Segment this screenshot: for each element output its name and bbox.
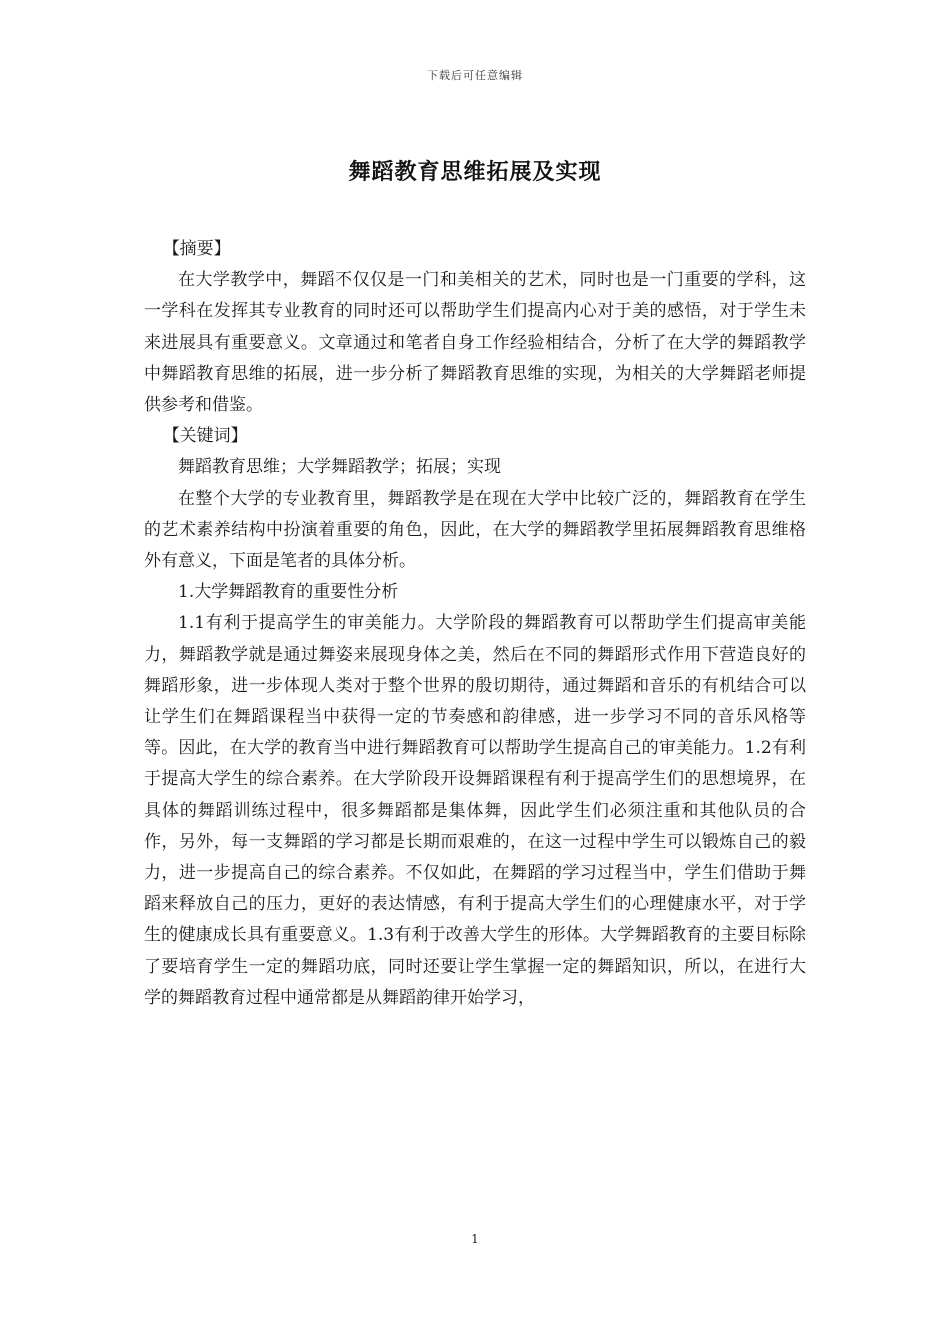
page-header-note: 下载后可任意编辑: [427, 69, 523, 82]
abstract-paragraph: 在大学教学中，舞蹈不仅仅是一门和美相关的艺术，同时也是一门重要的学科，这一学科在发挥其专业教育的同时还可以帮助学生们提高内心对于美的感悟，对于学生未来进展具有重要意义。文章通过和笔者自身工作经验相结合，分析了在大学的舞蹈教学中舞蹈教育思维的拓展，进一步分析了舞蹈教育思维的实现，为相关的大学舞蹈老师提供参考和借鉴。: [144, 270, 806, 416]
keywords-label: 【关键词】: [162, 426, 248, 447]
section-1-heading: 1.大学舞蹈教育的重要性分析: [178, 582, 399, 603]
keywords-paragraph: 舞蹈教育思维；大学舞蹈教学；拓展；实现: [178, 457, 501, 478]
abstract-label: 【摘要】: [162, 239, 231, 259]
document-body: [144, 234, 806, 1014]
page-number: 1: [471, 1232, 479, 1246]
document-title: 舞蹈教育思维拓展及实现: [348, 159, 602, 185]
section-1-body: 1.1有利于提高学生的审美能力。大学阶段的舞蹈教育可以帮助学生们提高审美能力，舞蹈教学就是通过舞姿来展现身体之美，然后在不同的舞蹈形式作用下营造良好的舞蹈形象，进一步体现人类对于整个世界的殷切期待，通过舞蹈和音乐的有机结合可以让学生们在舞蹈课程当中获得一定的节奏感和韵律感，进一步学习不同的音乐风格等等。因此，在大学的教育当中进行舞蹈教育可以帮助学生提高自己的审美能力。1.2有利于提高大学生的综合素养。在大学阶段开设舞蹈课程有利于提高学生们的思想境界，在具体的舞蹈训练过程中，很多舞蹈都是集体舞，因此学生们必须注重和其他队员的合作，另外，每一支舞蹈的学习都是长期而艰难的，在这一过程中学生可以锻炼自己的毅力，进一步提高自己的综合素养。不仅如此，在舞蹈的学习过程当中，学生们借助于舞蹈来释放自己的压力，更好的表达情感，有利于提高大学生们的心理健康水平，对于学生的健康成长具有重要意义。1.3有利于改善大学生的形体。大学舞蹈教育的主要目标除了要培育学生一定的舞蹈功底，同时还要让学生掌握一定的舞蹈知识，所以，在进行大学的舞蹈教育过程中通常都是从舞蹈韵律开始学习，: [144, 613, 806, 1008]
intro-paragraph: 在整个大学的专业教育里，舞蹈教学是在现在大学中比较广泛的，舞蹈教育在学生的艺术素养结构中扮演着重要的角色，因此，在大学的舞蹈教学里拓展舞蹈教育思维格外有意义，下面是笔者的具体分析。: [144, 488, 806, 572]
